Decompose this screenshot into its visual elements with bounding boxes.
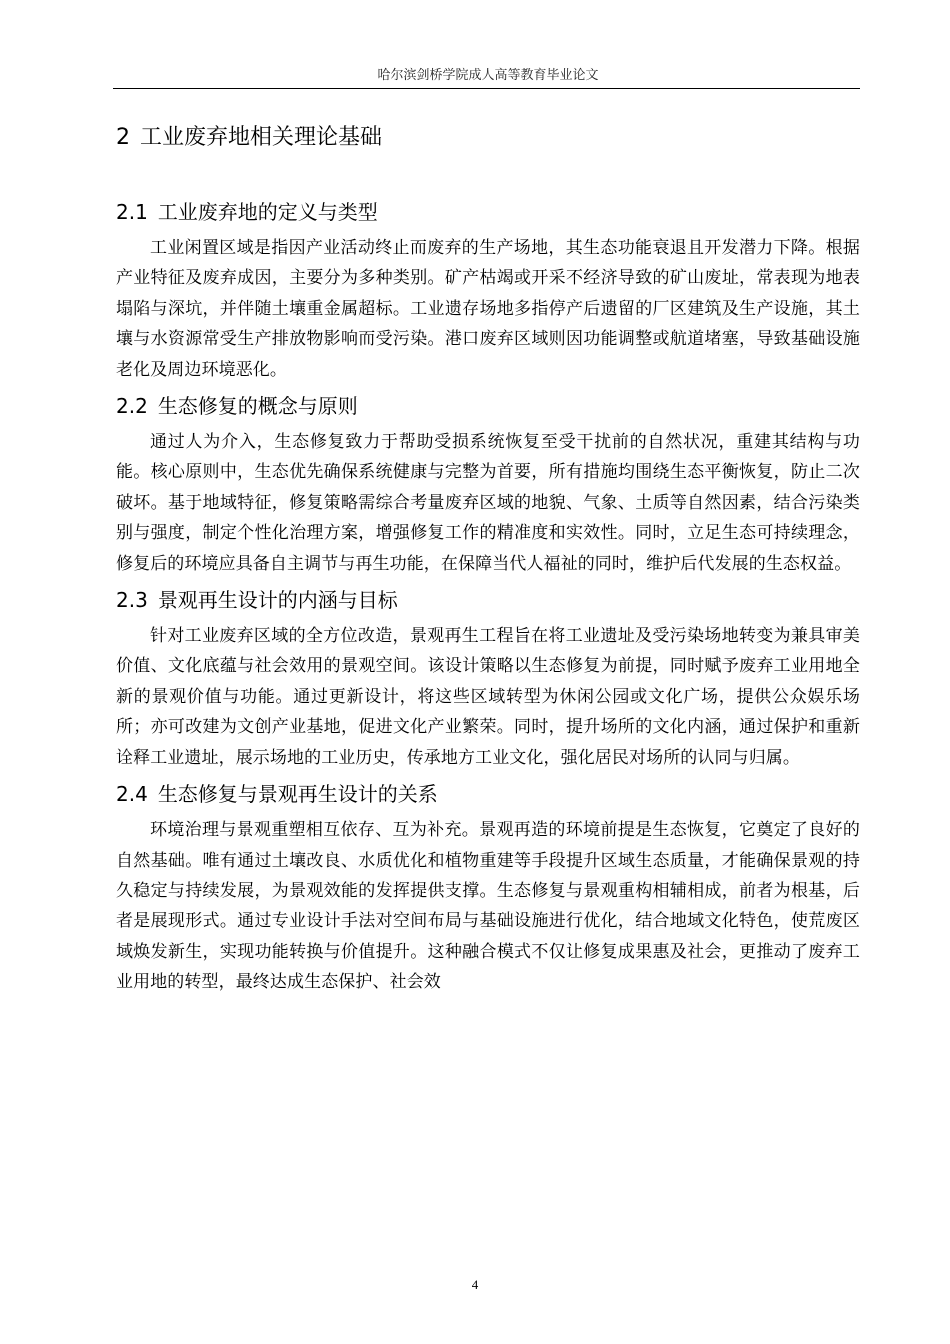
- section-number: 2.4: [116, 782, 148, 807]
- chapter-title: 工业废弃地相关理论基础: [140, 125, 383, 150]
- section-heading-2-1: [116, 193, 860, 231]
- running-header: 哈尔滨剑桥学院成人高等教育毕业论文: [377, 68, 599, 83]
- section-paragraph-2-1: 工业闲置区域是指因产业活动终止而废弃的生产场地，其生态功能衰退且开发潜力下降。根据产业特征及废弃成因，主要分为多种类别。矿产枯竭或开采不经济导致的矿山废址，常表现为地表塌陷与深坑，并伴随土壤重金属超标。工业遗存场地多指停产后遗留的厂区建筑及生产设施，其土壤与水资源常受生产排放物影响而受污染。港口废弃区域则因功能调整或航道堵塞，导致基础设施老化及周边环境恶化。: [116, 238, 860, 380]
- header-rule: [113, 88, 860, 89]
- section-heading-2-2: [116, 387, 860, 425]
- section-title: 景观再生设计的内涵与目标: [157, 588, 398, 613]
- section-heading-2-4: [116, 775, 860, 813]
- page-number: 4: [471, 1277, 479, 1292]
- chapter-heading: [116, 116, 860, 160]
- section-title: 生态修复的概念与原则: [157, 394, 358, 419]
- section-number: 2.2: [116, 394, 148, 419]
- section-heading-2-3: [116, 581, 860, 619]
- chapter-number: 2: [116, 125, 130, 150]
- section-number: 2.3: [116, 588, 148, 613]
- section-paragraph-2-4: 环境治理与景观重塑相互依存、互为补充。景观再造的环境前提是生态恢复，它奠定了良好的自然基础。唯有通过土壤改良、水质优化和植物重建等手段提升区域生态质量，才能确保景观的持久稳定与持续发展，为景观效能的发挥提供支撑。生态修复与景观重构相辅相成，前者为根基，后者是展现形式。通过专业设计手法对空间布局与基础设施进行优化，结合地域文化特色，使荒废区域焕发新生，实现功能转换与价值提升。这种融合模式不仅让修复成果惠及社会，更推动了废弃工业用地的转型，最终达成生态保护、社会效: [116, 820, 860, 993]
- section-title: 生态修复与景观再生设计的关系: [157, 782, 438, 807]
- section-paragraph-2-3: 针对工业废弃区域的全方位改造，景观再生工程旨在将工业遗址及受污染场地转变为兼具审美价值、文化底蕴与社会效用的景观空间。该设计策略以生态修复为前提，同时赋予废弃工业用地全新的景观价值与功能。通过更新设计，将这些区域转型为休闲公园或文化广场，提供公众娱乐场所；亦可改建为文创产业基地，促进文化产业繁荣。同时，提升场所的文化内涵，通过保护和重新诠释工业遗址，展示场地的工业历史，传承地方工业文化，强化居民对场所的认同与归属。: [116, 626, 860, 768]
- section-title: 工业废弃地的定义与类型: [157, 200, 378, 224]
- section-paragraph-2-2: 通过人为介入，生态修复致力于帮助受损系统恢复至受干扰前的自然状况，重建其结构与功能。核心原则中，生态优先确保系统健康与完整为首要，所有措施均围绕生态平衡恢复，防止二次破坏。基于地域特征，修复策略需综合考量废弃区域的地貌、气象、土质等自然因素，结合污染类别与强度，制定个性化治理方案，增强修复工作的精准度和实效性。同时，立足生态可持续理念，修复后的环境应具备自主调节与再生功能，在保障当代人福祉的同时，维护后代发展的生态权益。: [116, 432, 860, 574]
- section-number: 2.1: [116, 200, 148, 224]
- page-content: [116, 116, 860, 998]
